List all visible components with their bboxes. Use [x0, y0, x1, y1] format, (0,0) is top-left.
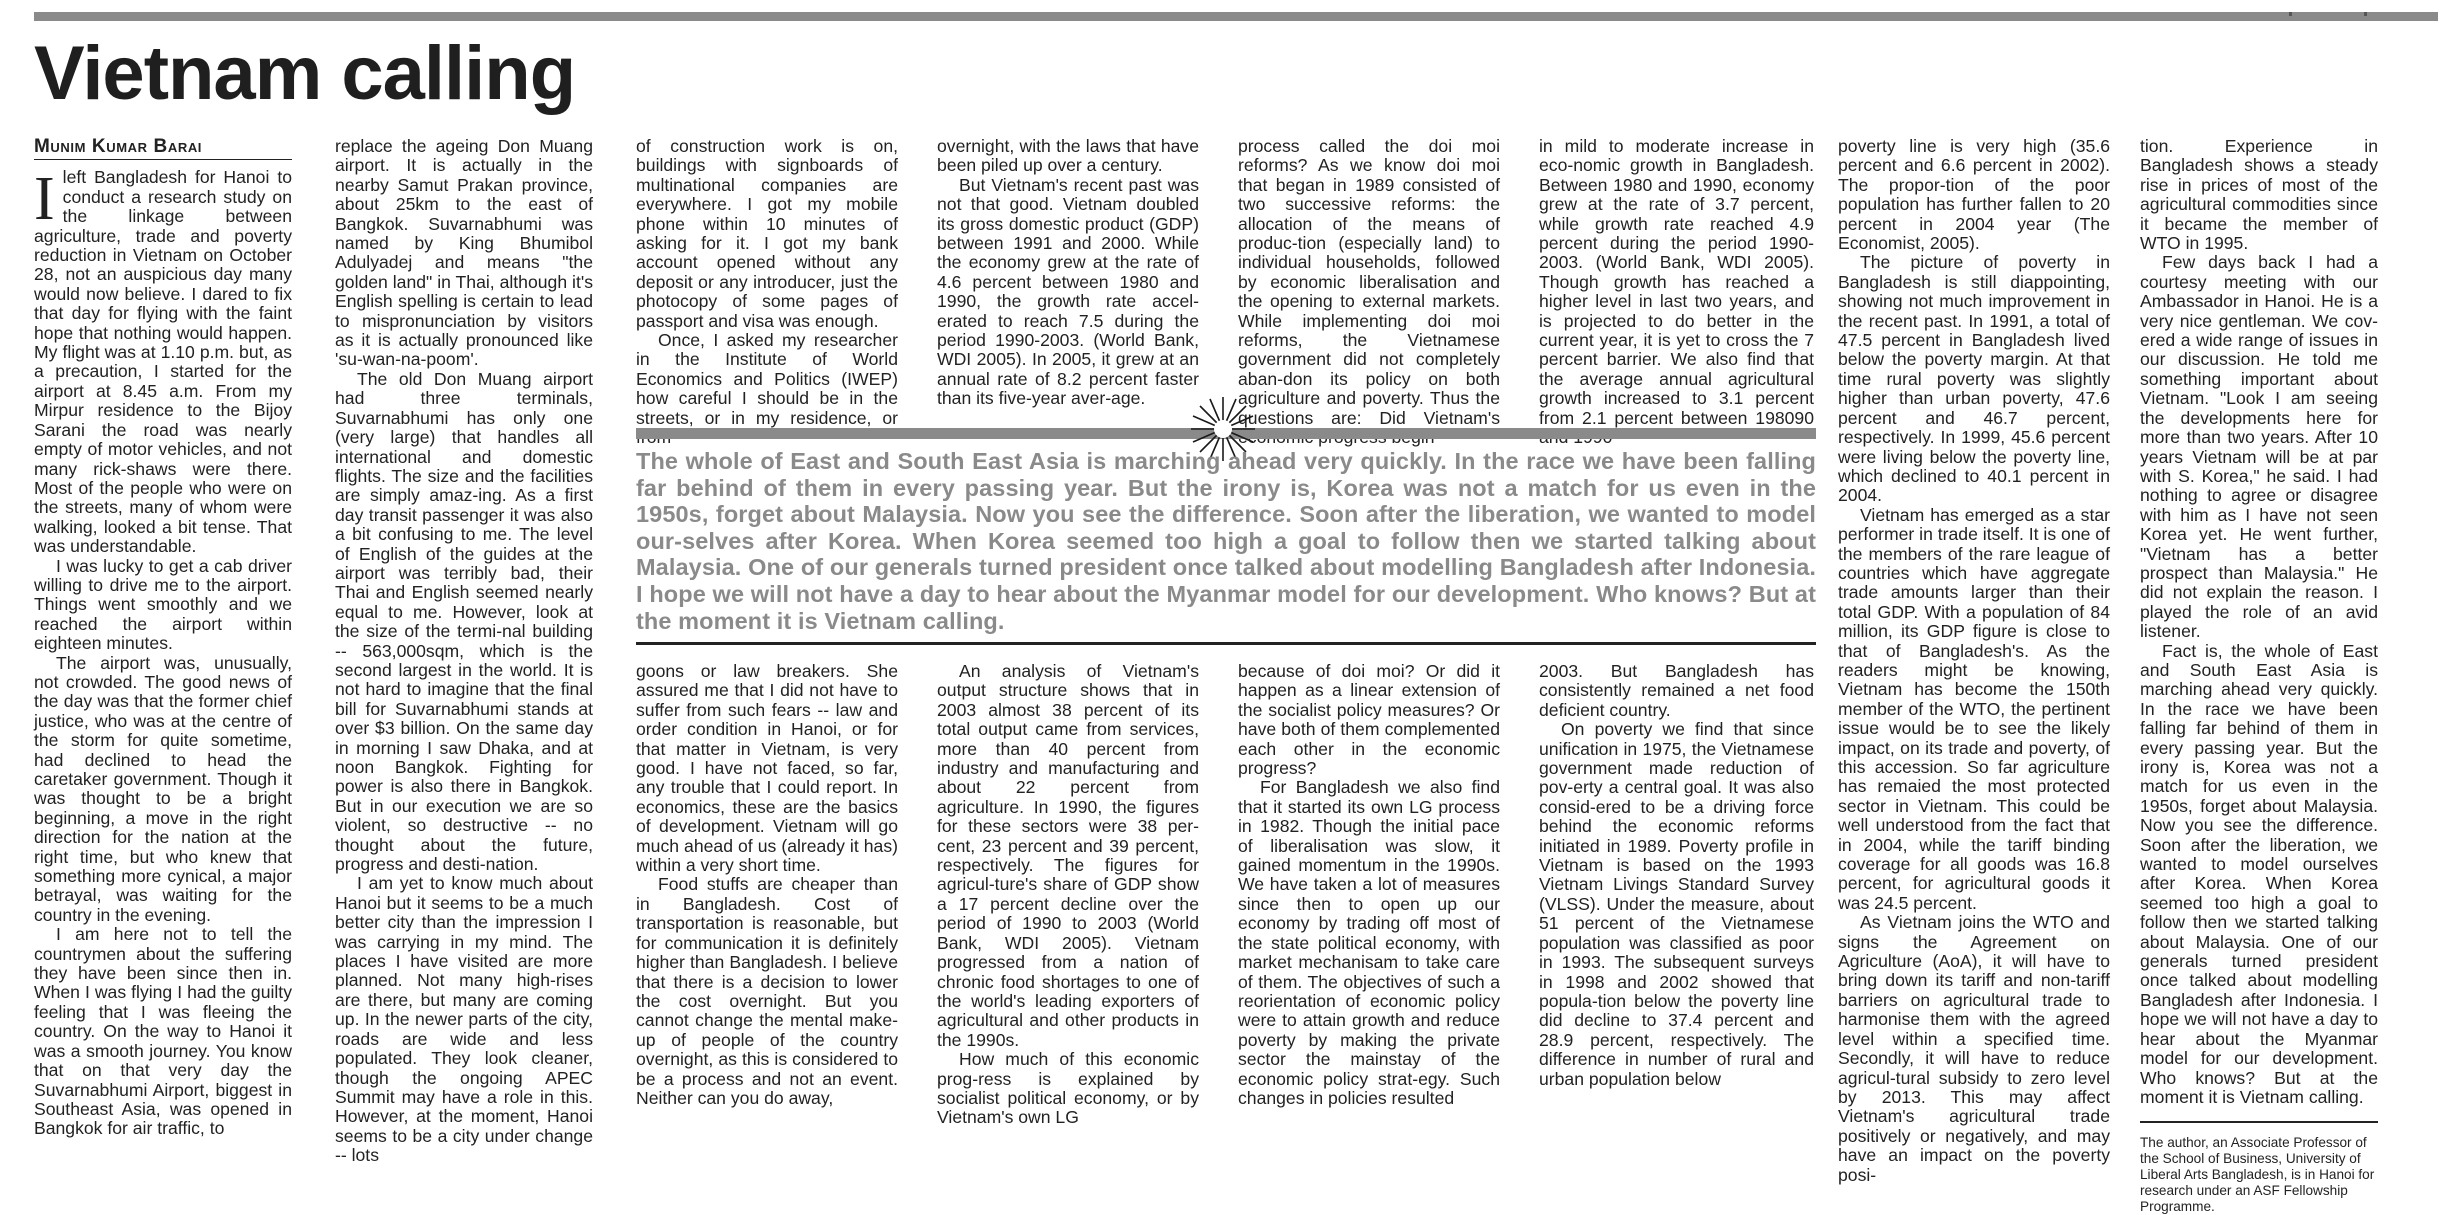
paragraph: Few days back I had a courtesy meeting with our Ambassador in Hanoi. He is a very nice gentleman. We cov-ered a wide range of issues in our discussion. He told me something important about Vietnam. "Look I am seeing the developments here for more than two years. After 10 years Vietnam will be at par with S. Korea," he said. I had nothing to agree or disagree with him as I have not seen Korea yet. He went further, "Vietnam has a better prospect than Malaysia." He did not explain the reason. I played the role of an avid listener. — [2140, 252, 2378, 642]
column-3-bottom — [636, 661, 898, 1108]
paragraph: in mild to moderate increase in eco-nomic growth in Bangladesh. Between 1980 and 1990, economy grew at the rate of 3.7 percent, while growth rate reached 4.9 percent during the period 1990-2003. (World Bank, WDI 2005). Though growth has reached a higher level in last two years, and is projected to do better in the current year, it is yet to cross the 7 percent barrier. We also find that the average annual agricultural growth increased to 3.1 percent from 2.1 percent between 198090 — [1539, 136, 1814, 428]
dropcap: I — [34, 165, 55, 234]
paragraph: As Vietnam joins the WTO and signs the Agreement on Agriculture (AoA), it will have to bring down its tariff and non-tariff barriers on agricultural trade to harmonise them with the agreed level within a specified time. Secondly, it will have to reduce agricul-tural subsidy to zero level by 2013. This may affect Vietnam's agricultural trade positively or negatively, and may have an impact on the poverty posi- — [1838, 912, 2110, 1185]
column-5-top — [1238, 136, 1500, 428]
paragraph: Once, I asked my researcher in the Institute of World Economics and Politics (IWEP) how careful I should be in the streets, or in my residence, or — [636, 330, 898, 428]
paragraph: I am yet to know much about Hanoi but it seems to be a much better city than the impression I was carrying in my mind. The places I have visited are more planned. Not many high-rises are there, but many are coming up. In the newer parts of the city, roads are wide and less populated. They look cleaner, though the ongoing APEC Summit may have a role in this. However, at the moment, Hanoi seems to be a city under change -- lots — [335, 873, 593, 1166]
paragraph: The airport was, unusually, not crowded. The good news of the day was that the former chief justice, who was at the centre of the storm for quite sometime, had declined to head the caretaker government. Though it was thought to be a bright beginning, a move in the right direction for the nation at the right time, but who knew that something more cynical, a major betrayal, was waiting for the country in the evening. — [34, 652, 292, 925]
column-6-bottom — [1539, 661, 1814, 1089]
paragraph: of construction work is on, buildings with signboards of multinational companies are everywhere. I got my mobile phone within 10 minutes of asking for it. I got my bank account opened without any deposit or any introducer, just the photocopy of some pages of passport and visa was enough. — [636, 136, 898, 331]
column-8 — [2140, 136, 2378, 1215]
paragraph: overnight, with the laws that have been piled up over a century. — [937, 136, 1199, 176]
header-rule — [34, 12, 2438, 21]
paragraph: An analysis of Vietnam's output structure shows that in 2003 almost 38 percent of its total output came from services, more than 40 percent from industry and manufacturing and about 22 percent from agriculture. In 1990, the figures for these sectors were 38 per-cent, 23 percent and 39 percent, respectively. The figures for agricul-ture's share of GDP show a 17 percent decline over the period of 1990 to 2003 (World Bank, WDI 2005). Vietnam progressed from a nation of chronic food shortages to one of the world's leading exporters of agricultural and other products in the 1990s. — [937, 661, 1199, 1050]
column-5-bottom — [1238, 661, 1500, 1108]
header-rule-tick — [2364, 12, 2367, 16]
paragraph: replace the ageing Don Muang airport. It is actually in the nearby Samut Prakan province, about 25km to the east of Bangkok. Suvarnabhumi was named by King Bhumibol Adulyadej and means "the golden land" in Thai, although it's English spelling is certain to lead to mispronunciation by visitors as it is actually pronounced like 'su-wan-na-poom'. — [335, 136, 593, 370]
pull-quote: The whole of East and South East Asia is marching ahead very quickly. In the race we have been falling far behind of them in every passing year. But the irony is, Korea was not a match for us even in the 1950s, forget about Malaysia. Now you see the difference. Soon after the liberation, we wanted to model our-selves after Korea. When Korea seemed too high a goal to follow then we started talking about Malaysia. One of our generals turned president once talked about modelling Bangladesh after Indonesia. I hope we will not have a day to hear about the Myanmar model for our development. Who knows? But at the moment it is Vietnam calling. — [636, 448, 1816, 634]
paragraph: poverty line is very high (35.6 percent and 6.6 percent in 2002). The propor-tion of the poor population has further fallen to 20 percent in 2004 year (The Economist, 2005). — [1838, 136, 2110, 254]
column-4-bottom — [937, 661, 1199, 1128]
column-6-top — [1539, 136, 1814, 428]
paragraph: The old Don Muang airport had three terminals, Suvarnabhumi has only one (very large) that handles all international and domestic flights. The size and the facilities are simply amaz-ing. As a first day transit passenger it was also a bit confusing to me. The level of English of the guides at the airport was terribly bad, their Thai and English seemed nearly equal to me. However, look at the size of the termi-nal building -- 563,000sqm, which is the second largest in the world. It is not hard to imagine that the final bill for Suvarnabhumi stands at over $3 billion. On the same day in morning I saw Dhaka, and at noon Bangkok. Fighting for power is also there in Bangkok. But in our execution we are so violent, so destructive -- no thought about the future, progress and desti-nation. — [335, 368, 593, 875]
paragraph: Food stuffs are cheaper than in Bangladesh. Cost of transportation is reasonable, but for communication it is definitely higher than Bangladesh. I believe that there is a decision to lower the cost overnight. But you cannot change the mental make-up of people of the country overnight, as this is considered to be a process and not an event. Neither can you do away, — [636, 874, 898, 1108]
paragraph: I was lucky to get a cab driver willing to drive me to the airport. Things went smoothly and we reached the airport within eighteen minutes. — [34, 555, 292, 654]
paragraph: The picture of poverty in Bangladesh is still diappointing, showing not much improvement in the recent past. In 1991, a total of 47.5 percent in Bangladesh lived below the poverty margin. At that time rural poverty was slightly higher than urban poverty, 47.6 percent and 46.7 percent, respectively. In 1999, 45.6 percent were living below the poverty line, which declined to 40.1 percent in 2004. — [1838, 252, 2110, 506]
paragraph: Vietnam has emerged as a star performer in trade itself. It is one of the members of the rare league of countries which have aggregate trade amounts larger than their total GDP. With a population of 84 million, its GDP figure is close to that of Bangladesh's. As the readers might be knowing, Vietnam has become the 150th member of the WTO, the pertinent issue would be to see the likely impact, on its trade and poverty, of this accession. So far agriculture has remaied the most protected sector in Vietnam. This could be well understood from the fact that in 2004, while the tariff binding coverage for all goods was 16.8 percent, for agricultural goods it was 24.5 percent. — [1838, 504, 2110, 913]
paragraph: Fact is, the whole of East and South East Asia is marching ahead very quickly. In the race we have been falling far behind of them in every passing year. But the irony is, Korea was not a match for us even in the 1950s, forget about Malaysia. Now you see the difference. Soon after the liberation, we wanted to model ourselves after Korea. When Korea seemed too high a goal to follow then we started talking about Malaysia. One of our generals turned president once talked about modelling Bangladesh after Indonesia. I hope we will not have a day to hear about the Myanmar model for our development. Who knows? But at the moment it is Vietnam calling. — [2140, 640, 2378, 1107]
column-1 — [34, 136, 292, 1139]
paragraph: 2003. But Bangladesh has consistently remained a net food deficient country. — [1539, 661, 1814, 720]
column-4-top — [937, 137, 1199, 417]
paragraph: goons or law breakers. She assured me that I did not have to suffer from such fears -- law and order condition in Hanoi, or for that matter in Vietnam, is very good. I have not faced, so far, any trouble that I could report. In economics, these are the basics of development. Vietnam will go much ahead of us (already it has) within a very short time. — [636, 661, 898, 876]
article-title: Vietnam calling — [34, 31, 576, 116]
paragraph: How much of this economic prog-ress is explained by socialist political economy, or by Vietnam's own LG — [937, 1049, 1199, 1128]
author-note: The author, an Associate Professor of the School of Business, University of Liberal Arts Bangladesh, is in Hanoi for research under an ASF Fellowship Programme. — [2140, 1135, 2375, 1215]
byline: Munim Kumar Barai — [34, 137, 292, 160]
header-rule-tick — [2289, 12, 2292, 16]
column-3-top — [636, 136, 898, 428]
paragraph: I am here not to tell the countrymen about the suffering they have been since then in. When I was flying I had the guilty feeling that I was fleeing the country. On the way to Hanoi it was a smooth journey. You know that on that very day the Suvarnabhumi Airport, biggest in Southeast Asia, was opened in Bangkok for air traffic, to — [34, 924, 292, 1139]
paragraph: left Bangladesh for Hanoi to conduct a research study on the linkage between agriculture, trade and poverty reduction in Vietnam on October 28, not an auspicious day many would now believe. I dared to fix that day for flying with the faint hope that nothing would happen. My flight was at 1.10 p.m. but, as a precaution, I started for the airport at 8.45 a.m. From my Mirpur residence to the Bijoy Sarani the road was nearly empty of motor vehicles, and not many rick-shaws were there. Most of the people who were on the streets, many of whom were walking, looked a bit tense. That was understandable. — [34, 167, 292, 557]
paragraph: For Bangladesh we also find that it started its own LG process in 1982. Though the initial pace of liberalisation was slow, it gained momentum in the 1990s. We have taken a lot of measures since then to open up our economy by trading off most of the state political economy, with market mechanisam to take care of them. The objectives of such a reorientation of economic policy were to attain growth and reduce poverty by making the private sector the mainstay of the economic policy strat-egy. Such changes in policies resulted — [1238, 777, 1500, 1108]
column-2 — [335, 136, 593, 1166]
paragraph: But Vietnam's recent past was not that good. Vietnam doubled its gross domestic product (GDP) between 1991 and 2000. While the economy grew at the rate of 4.6 percent between 1980 and 1990, the growth rate accel-erated to reach 7.5 during the period 1990-2003. (World Bank, WDI 2005). In 2005, it grew at an annual rate of 8.2 percent faster than its five-year aver-age. — [937, 174, 1199, 409]
paragraph: process called the doi moi reforms? As we know doi moi that began in 1989 consisted of two successive reforms: the allocation of the means of produc-tion (especially land) to individual households, followed by economic liberalisation and the opening to external markets. While implementing doi moi reforms, the Vietnamese government did not completely aban-don its policy on both agriculture and poverty. Thus the questions are: Did Vietnam's — [1238, 136, 1500, 428]
author-note-rule — [2140, 1121, 2378, 1123]
pull-quote-bottom-rule — [636, 642, 1816, 645]
paragraph: On poverty we find that since unification in 1975, the Vietnamese government made reduction of pov-erty a central goal. It was also consid-ered to be a driving force behind the economic reforms initiated in 1989. Poverty profile in Vietnam is based on the 1993 Vietnam Livings Standard Survey (VLSS). Under the measure, about 51 percent of the Vietnamese population was classified as poor in 1993. The subsequent surveys in 1998 and 2002 showed that popula-tion below the poverty line did decline to 37.4 percent and 28.9 percent, respectively. The difference in number of rural and urban population below — [1539, 719, 1814, 1089]
column-7 — [1838, 136, 2110, 1185]
paragraph: tion. Experience in Bangladesh shows a steady rise in prices of most of the agricultural commodities since it became the member of WTO in 1995. — [2140, 136, 2378, 254]
paragraph: because of doi moi? Or did it happen as a linear extension of the socialist policy measures? Or have both of them complemented each other in the economic progress? — [1238, 661, 1500, 779]
